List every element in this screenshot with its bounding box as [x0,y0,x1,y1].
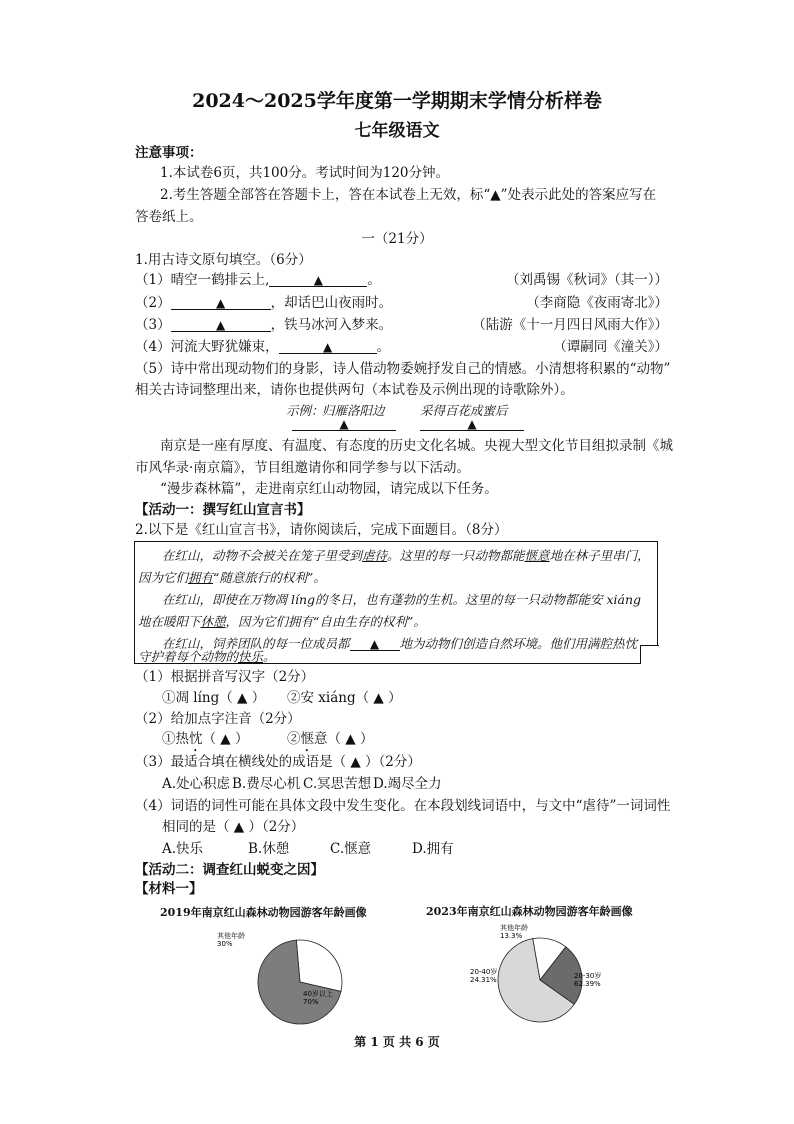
q1-source-2: （李商隐《夜雨寄北》） [526,295,668,311]
q2-sub3-option[interactable]: D.竭尽全力 [373,776,442,792]
pie-label: 13.3% [500,932,523,940]
pie-label: 20-30岁 [574,972,602,980]
q2-sub4-option[interactable]: D.拥有 [412,841,454,857]
q1-source-3: （陆游《十一月四日风雨大作》） [472,317,668,333]
answer-blank[interactable]: ▲ [420,414,524,434]
q1-line-3: （3） ▲ ，铁马冰河入梦来。 [135,317,393,333]
pie-chart-2023 [470,918,610,1028]
pie-label: 其他年龄 [500,924,528,932]
pie-label: 40岁以上 [303,990,333,998]
q2-sub4-option[interactable]: B.休憩 [248,841,290,857]
q2-sub1: （1）根据拼音写汉字（2分） [135,669,315,685]
answer-blank[interactable]: ▲ [269,270,367,287]
idiom-blank[interactable]: ▲ [350,636,400,651]
decl-para2-line1: 在红山，即使在万物凋 líng的冬日，也有蓬勃的生机。这里的每一只动物都能安 xiáng [162,592,642,607]
chart-2-title: 2023年南京红山森林动物园游客年龄画像 [426,905,633,918]
example-label: 示例： [286,403,324,418]
decl-para1-line2: 因为它们拥有“随意旅行的权利”。 [138,570,326,585]
pie-label: 30% [217,940,233,948]
material-1-heading: 【材料一】 [135,881,203,897]
q2-sub3-option[interactable]: B.费尽心机 [232,776,301,792]
q1-source-4: （谭嗣同《潼关》） [553,339,668,355]
pie-label: 24.31% [470,976,497,984]
pie-chart-2019 [215,922,355,1032]
intro-line-3: “漫步森林篇”，走进南京红山动物园，请完成以下任务。 [160,481,498,497]
q1-line-2: （2） ▲ ，却话巴山夜雨时。 [135,295,393,311]
activity-2-heading: 【活动二：调查红山蜕变之因】 [135,862,324,878]
q2-sub3-option[interactable]: A.处心积虑 [162,776,231,792]
decl-para1-line1: 在红山，动物不会被关在笼子里受到虐待。这里的每一只动物都能惬意地在林子里串门， [162,548,650,563]
intro-line-2: 市风华录·南京篇》，节目组邀请你和同学参与以下活动。 [135,460,471,476]
q1-source-1: （刘禹锡《秋词》（其一）） [506,272,668,288]
pie-label: 20-40岁 [470,968,498,976]
example-verse-2: 采得百花成蜜后 [420,403,508,418]
q2-sub3: （3）最适合填在横线处的成语是（ ▲ ）（2分） [135,754,421,770]
q2-sub1-a: ①凋 líng（ ▲ ） [162,690,266,706]
exam-title: 2024～2025学年度第一学期期末学情分析样卷 [192,90,602,112]
q1-line-1: （1）晴空一鹤排云上, ▲ 。 [135,272,381,288]
answer-blank[interactable]: ▲ [279,337,377,354]
notes-heading: 注意事项： [135,145,203,161]
decl-para2-line2: 地在暖阳下休憩，因为它们拥有“自由生存的权利”。 [138,614,426,629]
intro-line-1: 南京是一座有厚度、有温度、有态度的历史文化名城。央视大型文化节目组拟录制《城 [160,438,673,454]
q1-line-4: （4）河流大野犹嫌束， ▲ 。 [135,339,391,355]
q1-sub5-line2: 相关古诗词整理出来，请你也提供两句（本试卷及示例出现的诗歌除外）。 [135,382,574,398]
pie-label: 62.39% [574,980,601,988]
q2-sub3-option[interactable]: C.冥思苦想 [303,776,372,792]
q1-stem: 1.用古诗文原句填空。（6分） [135,252,312,268]
page-footer: 第 1 页 共 6 页 [354,1035,440,1049]
q2-sub4-option[interactable]: A.快乐 [162,841,204,857]
decl-para3-line2: 守护着每个动物的快乐。 [138,649,276,664]
pie-label: 其他年龄 [217,932,245,940]
section-heading: 一（21分） [361,231,433,247]
activity-1-heading: 【活动一：撰写红山宣言书】 [135,502,311,518]
q1-sub5-line1: （5）诗中常出现动物们的身影，诗人借动物委婉抒发自己的情感。小清想将积累的“动物” [135,361,671,377]
q2-sub2-b: ②惬意（ ▲ ） [287,731,374,747]
notes-item-2: 2.考生答题全部答在答题卡上，答在本试卷上无效，标“▲”处表示此处的答案应写在 [160,187,657,203]
q2-sub4-line1: （4）词语的词性可能在具体文段中发生变化。在本段划线词语中，与文中“虐待”一词词性 [135,798,671,814]
pie-label: 70% [303,998,319,1006]
answer-blank[interactable]: ▲ [171,315,271,332]
q2-sub4-option[interactable]: C.惬意 [330,841,372,857]
q2-sub2-a: ①热忱（ ▲ ） [162,731,249,747]
answer-blank[interactable]: ▲ [171,293,271,310]
decl-para3-line1: 在红山，饲养团队的每一位成员都 ▲ 地为动物们创造自然环境。他们用满腔热忱 [162,636,638,651]
notes-item-2-cont: 答卷纸上。 [135,209,203,225]
example-verse-1: 归雁洛阳边 [322,403,385,418]
q2-sub1-b: ②安 xiáng（ ▲ ） [287,690,402,706]
q2-stem: 2.以下是《红山宣言书》，请你阅读后，完成下面题目。（8分） [135,522,508,538]
q2-sub4-line2: 相同的是（ ▲ ）（2分） [162,819,305,835]
chart-1-title: 2019年南京红山森林动物园游客年龄画像 [160,906,367,919]
answer-blank[interactable]: ▲ [292,414,396,434]
notes-item-1: 1.本试卷6页，共100分。考试时间为120分钟。 [160,165,450,181]
exam-subtitle: 七年级语文 [354,121,440,141]
q2-sub2: （2）给加点字注音（2分） [135,711,301,727]
page-curl [640,645,659,664]
